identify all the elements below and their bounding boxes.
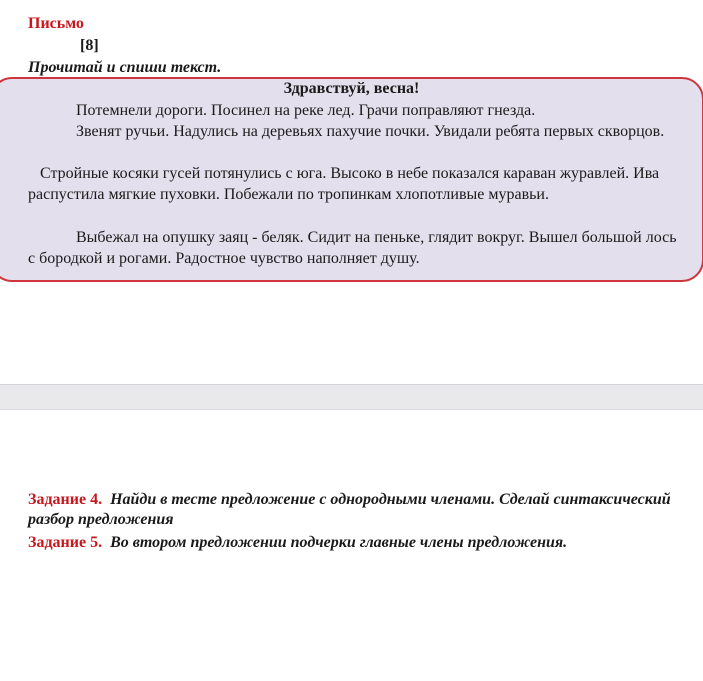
task-5 [28, 533, 688, 553]
section-number: [8] [80, 37, 99, 54]
section-title: Письмо [28, 15, 84, 32]
text-paragraph: Звенят ручьи. Надулись на деревьях пахучие почки. Увидали ребята первых скворцов. [76, 123, 665, 140]
instruction: Прочитай и спиши текст. [28, 59, 222, 76]
text-title: Здравствуй, весна! [283, 80, 420, 97]
task-text: Во втором предложении подчерки главные члены предложения. [110, 534, 568, 551]
text-paragraph: Выбежал на опушку заяц - беляк. Сидит на пеньке, глядит вокруг. Вышел большой лось с бородкой и рогами. Радостное чувство наполняет душу. [28, 229, 677, 267]
task-text: Найди в тесте предложение с однородными членами. Сделай синтаксический разбор предложения [28, 491, 671, 528]
page-separator [0, 384, 703, 410]
task-4 [28, 490, 688, 530]
task-label: Задание 5. [28, 534, 103, 551]
text-paragraph: Стройные косяки гусей потянулись с юга. Высоко в небе показался караван журавлей. Ива распустила мягкие пуховки. Побежали по тропинкам хлопотливые муравьи. [28, 165, 660, 203]
text-paragraph: Потемнели дороги. Посинел на реке лед. Грачи поправляют гнезда. [76, 102, 536, 119]
task-label: Задание 4. [28, 491, 103, 508]
